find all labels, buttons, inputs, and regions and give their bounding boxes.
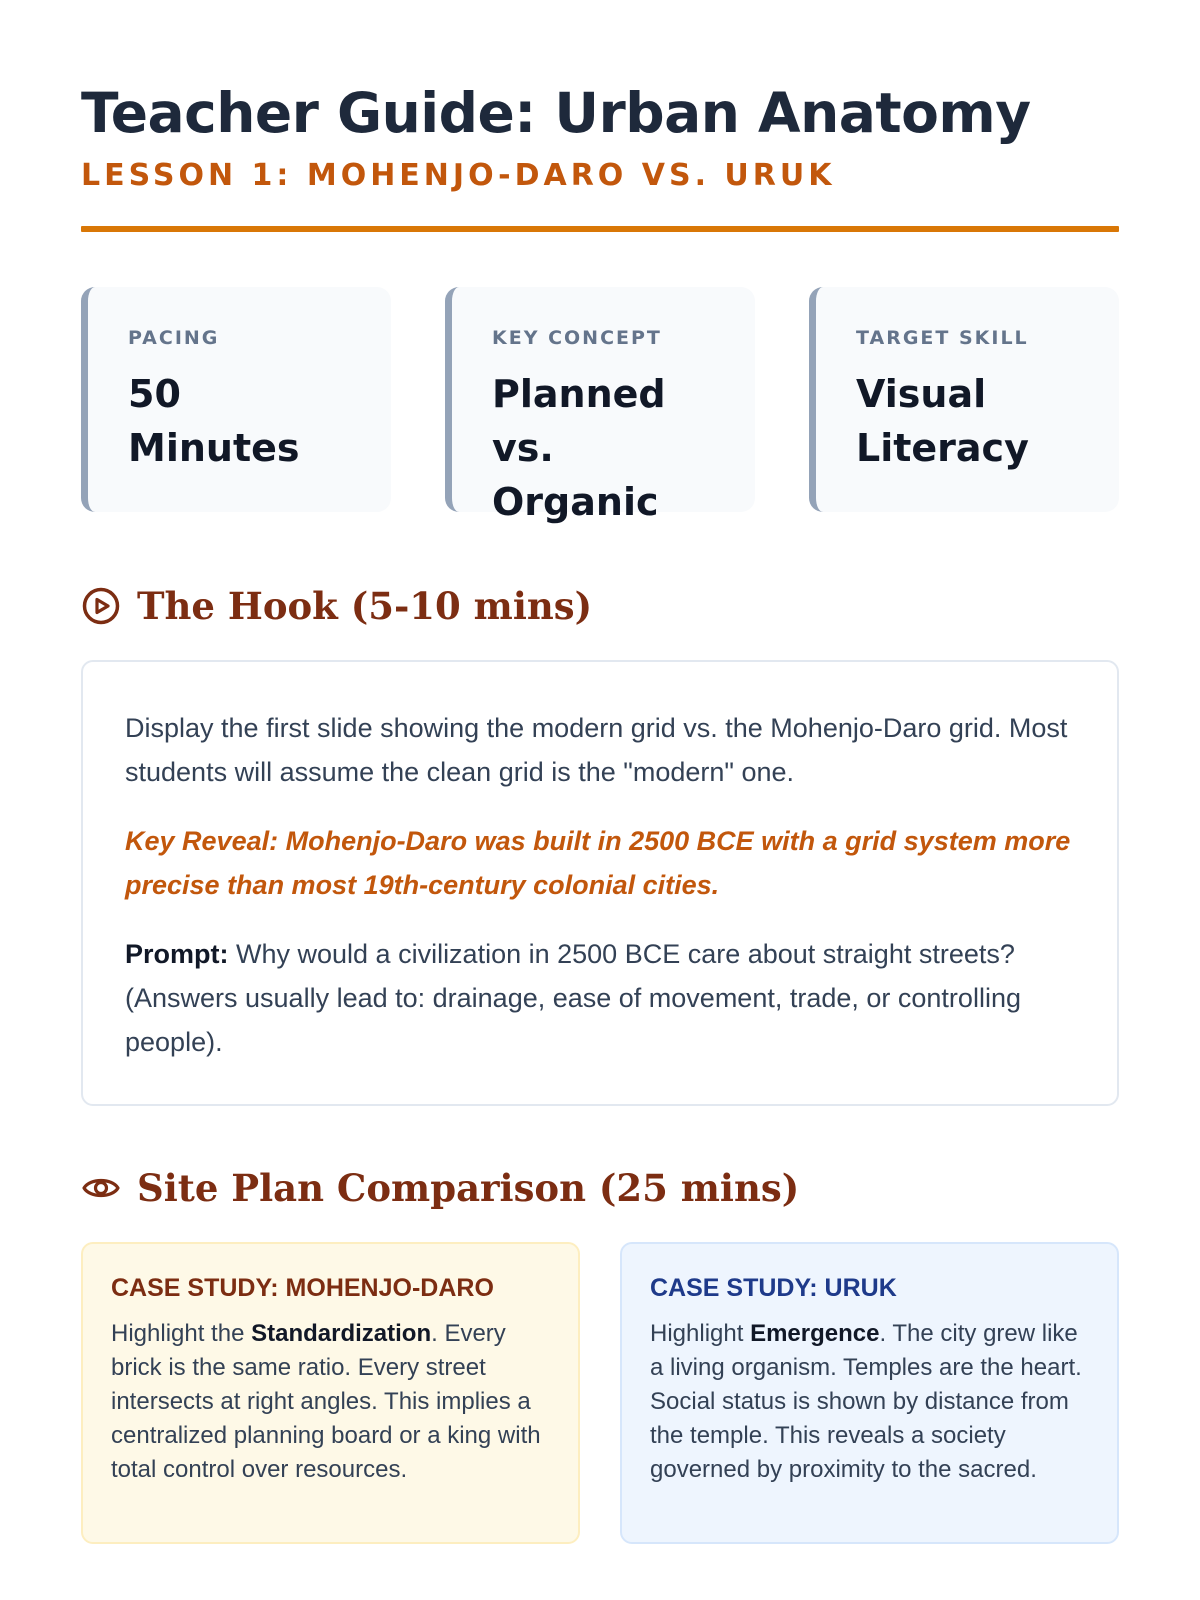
hook-section-header: [81, 582, 1119, 630]
case-keyword: Standardization: [251, 1320, 432, 1347]
stat-label: PACING: [128, 327, 220, 349]
hook-intro: Display the first slide showing the modern grid vs. the Mohenjo-Daro grid. Most students will assume the clean grid is the "modern" one.: [125, 713, 1068, 787]
stat-label: TARGET SKILL: [856, 327, 1029, 349]
stat-card-target-skill: [809, 287, 1119, 512]
case-study-uruk: [620, 1242, 1119, 1544]
case-study-text: [650, 1317, 1089, 1487]
hook-prompt: [125, 932, 1075, 1064]
play-circle-icon: [81, 586, 121, 626]
key-reveal: Key Reveal: Mohenjo-Daro was built in 2500 BCE with a grid system more precise than most 19th-century colonial cities.: [125, 826, 1071, 900]
stat-label: KEY CONCEPT: [492, 327, 662, 349]
case-text-pre: Highlight: [650, 1320, 751, 1347]
stat-card-pacing: [81, 287, 391, 512]
stat-value: Planned vs. Organic: [492, 372, 666, 524]
page-title: Teacher Guide: Urban Anatomy: [81, 81, 1031, 145]
stat-value: Visual Literacy: [856, 372, 1029, 470]
comparison-section-header: [81, 1164, 1119, 1212]
case-study-title: CASE STUDY: URUK: [650, 1274, 897, 1302]
case-text-post: . Every brick is the same ratio. Every street intersects at right angles. This implies a centralized planning board or a king with total control over resources.: [111, 1320, 541, 1483]
case-text-pre: Highlight the: [111, 1320, 252, 1347]
prompt-label: Prompt:: [125, 939, 229, 969]
stat-card-key-concept: [445, 287, 755, 524]
case-keyword: Emergence: [750, 1320, 880, 1347]
case-text-post: . The city grew like a living organism. Temples are the heart. Social status is shown by distance from the temple. This reveals a society governed by proximity to the sacred.: [650, 1320, 1082, 1483]
comparison-title: Site Plan Comparison (25 mins): [137, 1166, 800, 1210]
lesson-stats: [81, 287, 1119, 524]
hook-title: The Hook (5-10 mins): [137, 584, 593, 628]
eye-icon: [81, 1168, 121, 1208]
case-study-text: [111, 1317, 550, 1487]
prompt-text: Why would a civilization in 2500 BCE care about straight streets? (Answers usually lead to: drainage, ease of movement, trade, or controlling people).: [125, 939, 1021, 1057]
case-study-comparison: [81, 1242, 1119, 1544]
hook-content-box: [81, 660, 1119, 1106]
case-study-title: CASE STUDY: MOHENJO-DARO: [111, 1274, 494, 1302]
header-divider: [81, 226, 1119, 232]
stat-value: 50 Minutes: [128, 372, 300, 470]
case-study-mohenjo-daro: [81, 1242, 580, 1544]
lesson-subtitle: LESSON 1: MOHENJO-DARO VS. URUK: [81, 158, 836, 193]
